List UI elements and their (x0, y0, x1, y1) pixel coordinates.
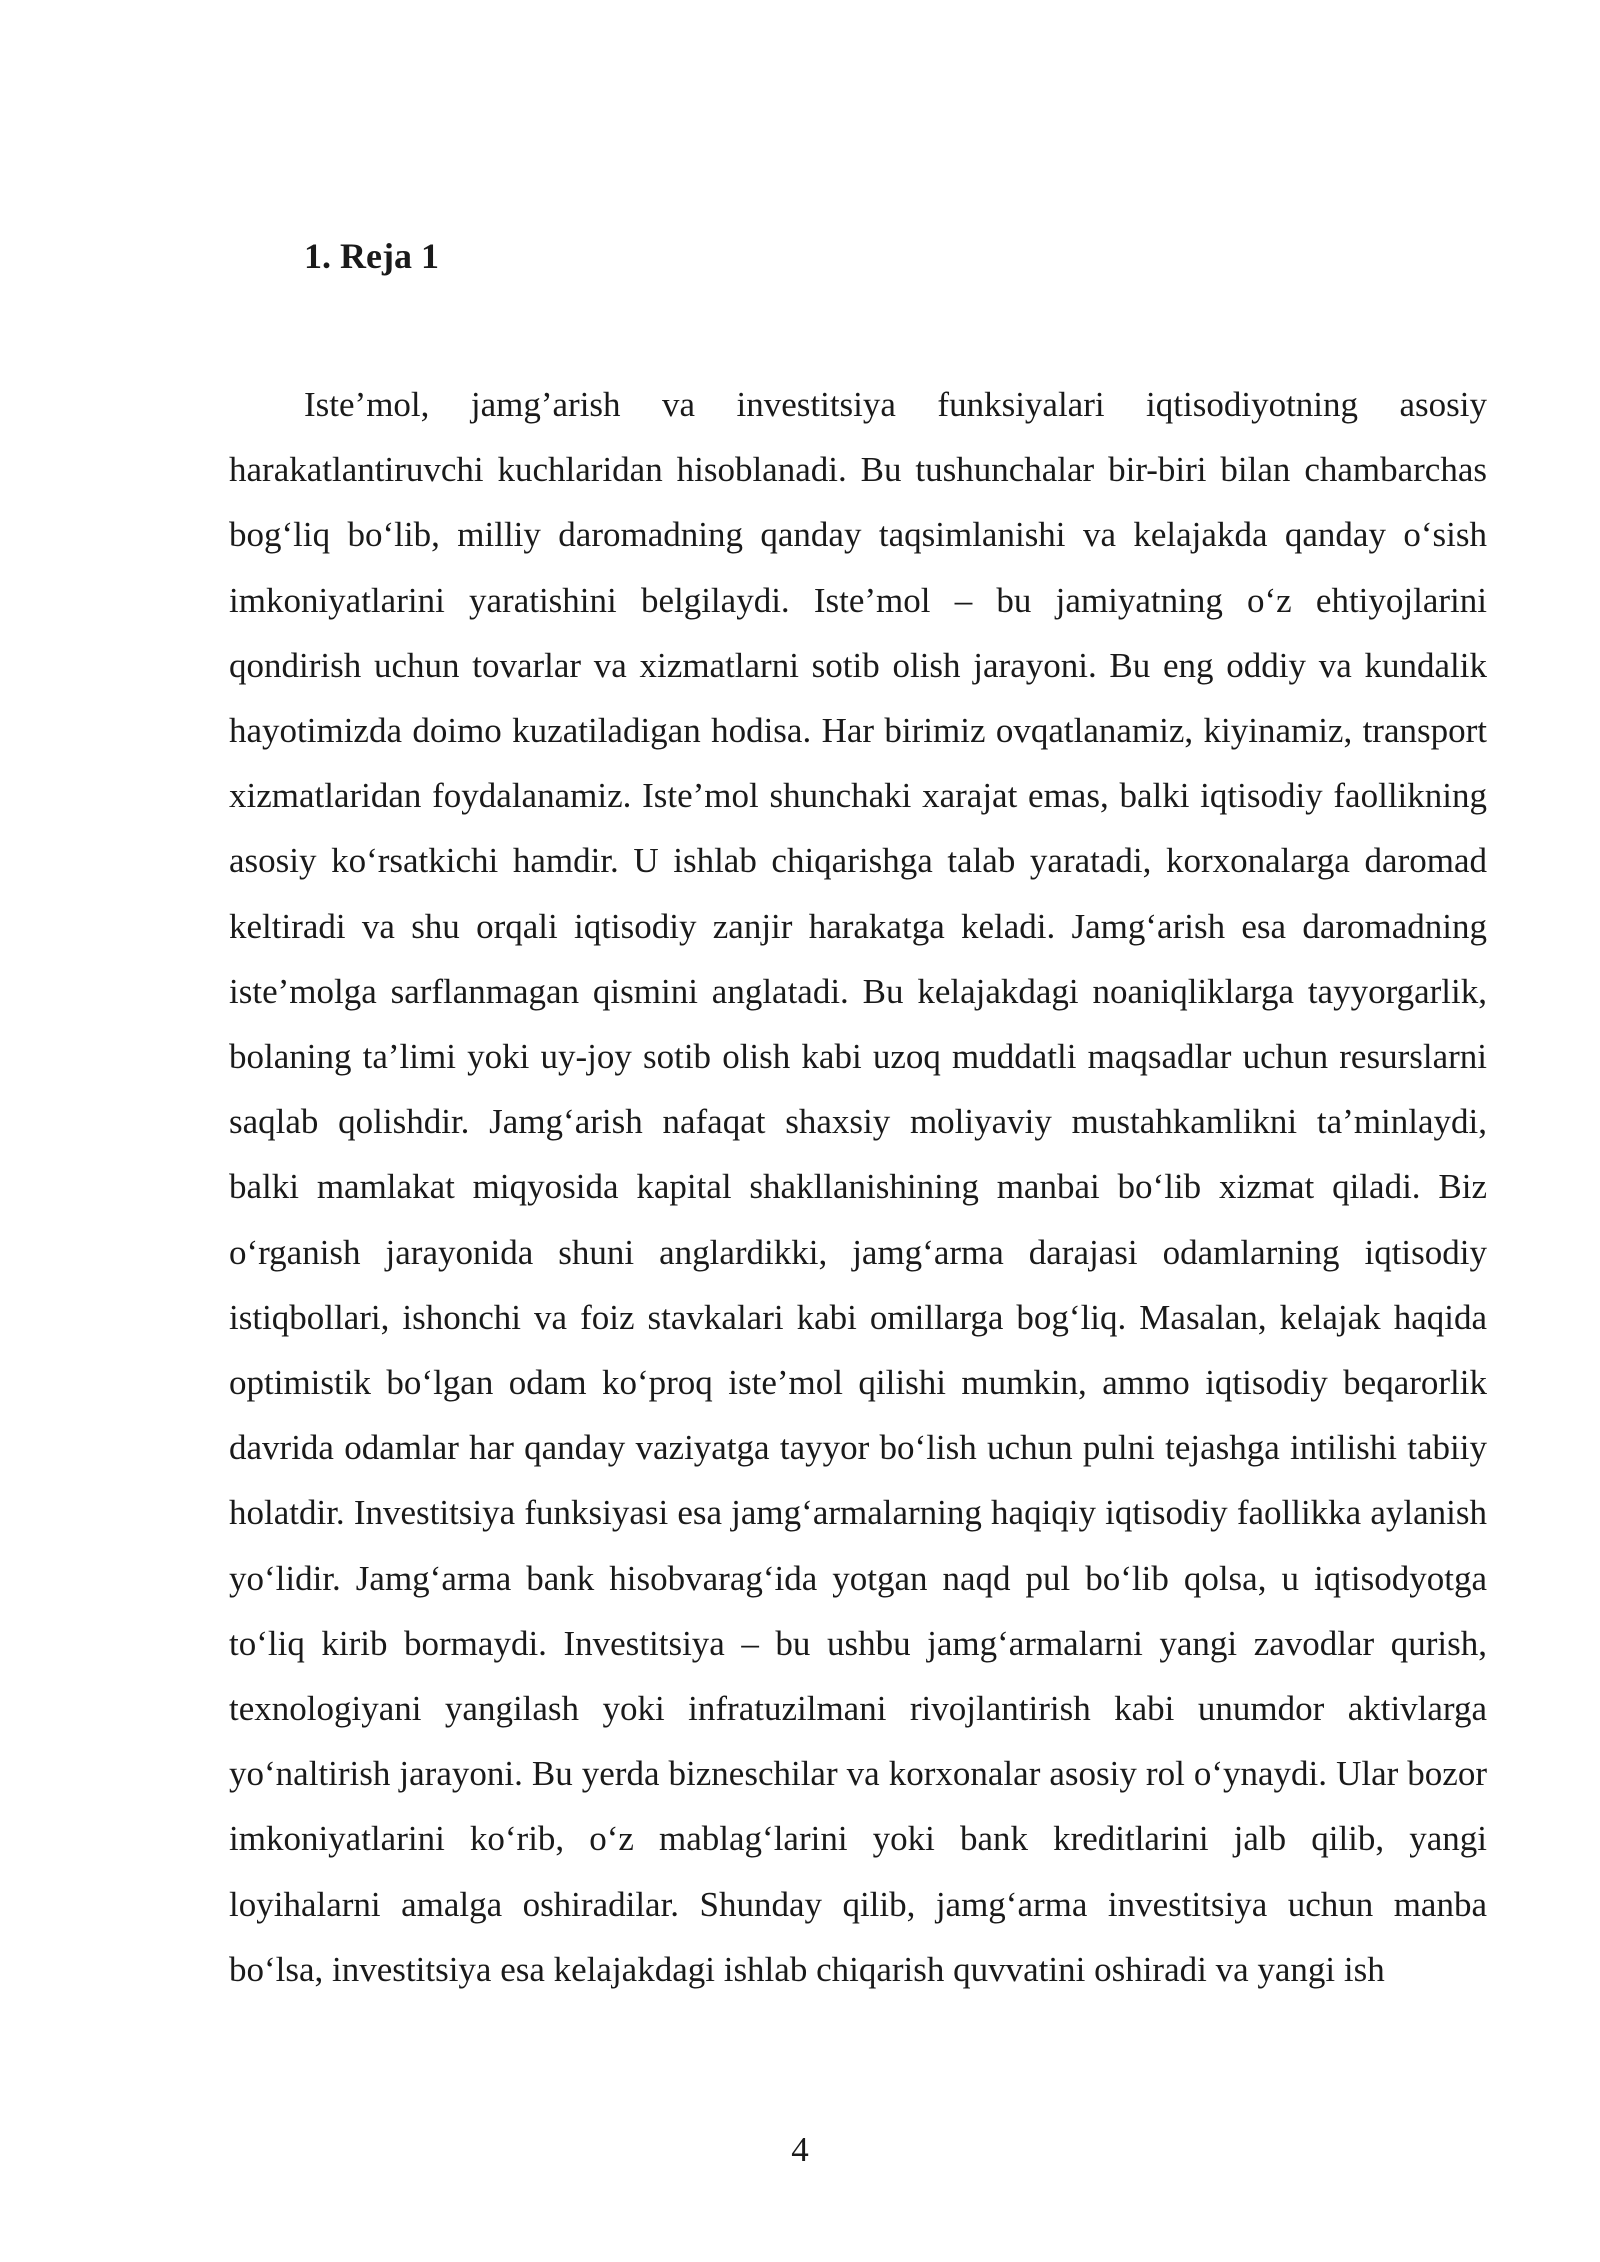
section-heading: 1. Reja 1 (304, 236, 439, 276)
body-paragraph: Iste’mol, jamg’arish va investitsiya funksiyalari iqtisodiyotning asosiy harakatlantiruvchi kuchlaridan hisoblanadi. Bu tushunchalar bir-biri bilan chambarchas bog‘liq bo‘lib, milliy daromadning qanday taqsimlanishi va kelajakda qanday o‘sish imkoniyatlarini yaratishini belgilaydi. Iste’mol – bu jamiyatning o‘z ehtiyojlarini qondirish uchun tovarlar va xizmatlarni sotib olish jarayoni. Bu eng oddiy va kundalik hayotimizda doimo kuzatiladigan hodisa. Har birimiz ovqatlanamiz, kiyinamiz, transport xizmatlaridan foydalanamiz. Iste’mol shunchaki xarajat emas, balki iqtisodiy faollikning asosiy ko‘rsatkichi hamdir. U ishlab chiqarishga talab yaratadi, korxonalarga daromad keltiradi va shu orqali iqtisodiy zanjir harakatga keladi. Jamg‘arish esa daromadning iste’molga sarflanmagan qismini anglatadi. Bu kelajakdagi noaniqliklarga tayyorgarlik, bolaning ta’limi yoki uy-joy sotib olish kabi uzoq muddatli maqsadlar uchun resurslarni saqlab qolishdir. Jamg‘arish nafaqat shaxsiy moliyaviy mustahkamlikni ta’minlaydi, balki mamlakat miqyosida kapital shakllanishining manbai bo‘lib xizmat qiladi. Biz o‘rganish jarayonida shuni anglardikki, jamg‘arma darajasi odamlarning iqtisodiy istiqbollari, ishonchi va foiz stavkalari kabi omillarga bog‘liq. Masalan, kelajak haqida optimistik bo‘lgan odam ko‘proq iste’mol qilishi mumkin, ammo iqtisodiy beqarorlik davrida odamlar har qanday vaziyatga tayyor bo‘lish uchun pulni tejashga intilishi tabiiy holatdir. Investitsiya funksiyasi esa jamg‘armalarning haqiqiy iqtisodiy faollikka aylanish yo‘lidir. Jamg‘arma bank hisobvarag‘ida yotgan naqd pul bo‘lib qolsa, u iqtisodyotga to‘liq kirib bormaydi. Investitsiya – bu ushbu jamg‘armalarni yangi zavodlar qurish, texnologiyani yangilash yoki infratuzilmani rivojlantirish kabi unumdor aktivlarga yo‘naltirish jarayoni. Bu yerda bizneschilar va korxonalar asosiy rol o‘ynaydi. Ular bozor imkoniyatlarini ko‘rib, o‘z mablag‘larini yoki bank kreditlarini jalb qilib, yangi loyihalarni amalga oshiradilar. Shunday qilib, jamg‘arma investitsiya uchun manba bo‘lsa, investitsiya esa kelajakdagi ishlab chiqarish quvvatini oshiradi va yangi ish (229, 385, 1487, 1989)
page-number: 4 (791, 2130, 809, 2169)
